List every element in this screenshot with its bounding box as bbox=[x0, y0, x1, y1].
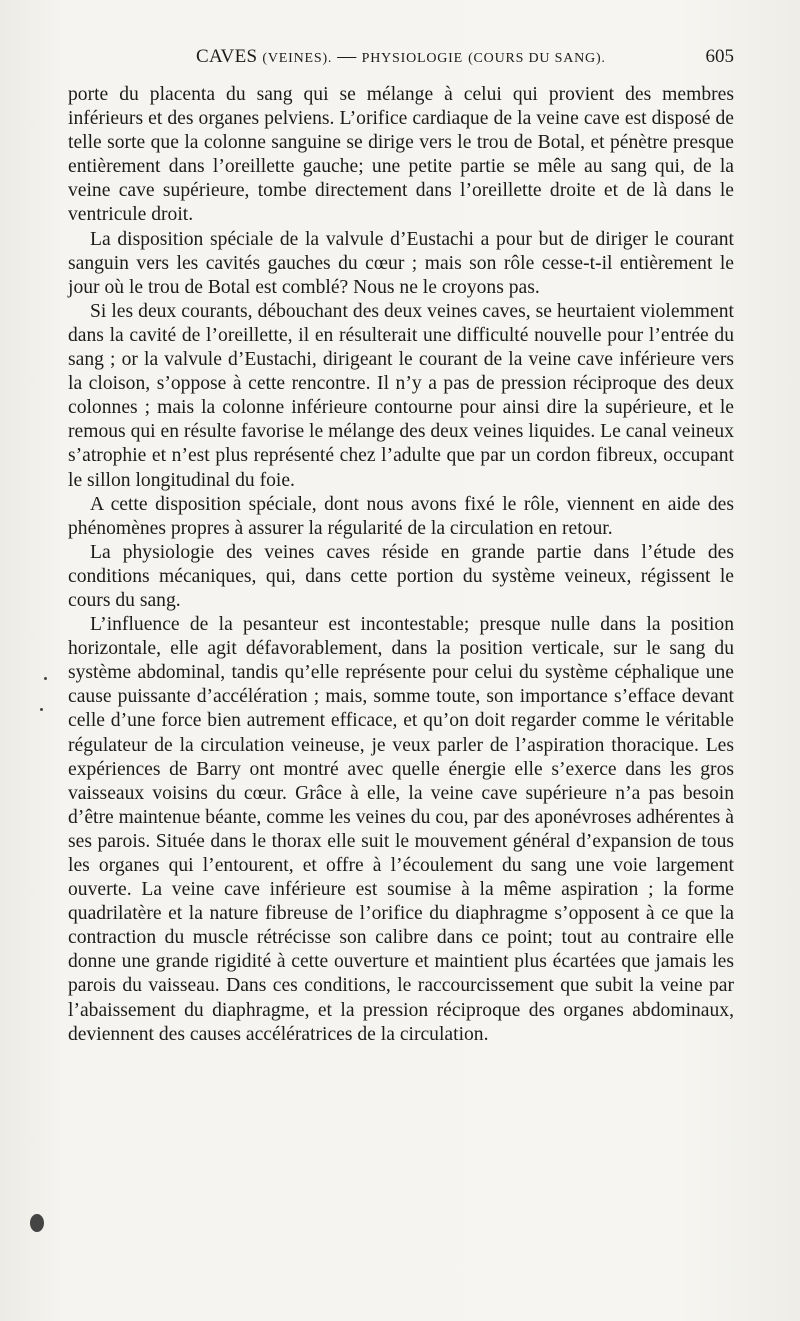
page-body bbox=[68, 83, 734, 1047]
running-title bbox=[196, 46, 606, 68]
running-title-main: CAVES bbox=[196, 46, 258, 67]
running-title-sub3: (COURS DU SANG). bbox=[468, 51, 606, 66]
paragraph-5: La physiologie des veines caves réside en grande partie dans l’étude des conditions mécaniques, qui, dans cette portion du système veineux, régissent le cours du sang. bbox=[68, 541, 734, 611]
page-number: 605 bbox=[705, 46, 734, 67]
running-title-dash: — bbox=[337, 46, 357, 67]
paragraph-3: Si les deux courants, débouchant des deux veines caves, se heurtaient violemment dans la cavité de l’oreillette, il en résulterait une difficulté nouvelle pour l’entrée du sang ; or la valvule d’Eustachi, dirigeant le courant de la veine cave inférieure vers la cloison, s’oppose à cette rencontre. Il n’y a pas de pression réciproque des deux colonnes ; mais la colonne inférieure contourne pour ainsi dire la supérieure, et le remous qui en résulte favorise le mélange des deux veines liquides. Le canal veineux s’atrophie et n’est plus représenté chez l’adulte que par un cordon fibreux, occupant le sillon longitudinal du foie. bbox=[68, 300, 734, 491]
margin-speck bbox=[40, 708, 43, 711]
paragraph-1: porte du placenta du sang qui se mélange à celui qui provient des membres inférieurs et des organes pelviens. L’orifice cardiaque de la veine cave est disposé de telle sorte que la colonne sanguine se dirige vers le trou de Botal, et pénètre presque entièrement dans l’oreillette gauche; une petite partie se mêle au sang qui, de la veine cave supérieure, tombe directement dans l’oreillette droite et de là dans le ventricule droit. bbox=[68, 84, 734, 226]
paragraph-2: La disposition spéciale de la valvule d’Eustachi a pour but de diriger le courant sanguin vers les cavités gauches du cœur ; mais son rôle cesse-t-il entièrement le jour où le trou de Botal est comblé? Nous ne le croyons pas. bbox=[68, 228, 734, 298]
running-title-sub1: (VEINES). bbox=[262, 51, 333, 66]
margin-speck bbox=[44, 677, 47, 680]
running-title-sub2: PHYSIOLOGIE bbox=[361, 51, 463, 66]
running-header bbox=[68, 46, 734, 74]
paragraph-6: L’influence de la pesanteur est incontestable; presque nulle dans la position horizontale, elle agit défavorablement, dans la position verticale, sur le sang du système abdominal, tandis qu’elle représente pour celui du système céphalique une cause puissante d’accélération ; mais, somme toute, son importance s’efface devant celle d’une force bien autrement efficace, et qu’on doit regarder comme le véritable régulateur de la circulation veineuse, je veux parler de l’aspiration thoracique. Les expériences de Barry ont montré avec quelle énergie elle s’exerce dans les gros vaisseaux voisins du cœur. Grâce à elle, la veine cave supérieure n’a pas besoin d’être maintenue béante, comme les veines du cou, par des aponévroses adhérentes à ses parois. Située dans le thorax elle suit le mouvement général d’expansion de tous les organes qui l’entourent, et offre à l’écoulement du sang une voie largement ouverte. La veine cave inférieure est soumise à la même aspiration ; la forme quadrilatère et la nature fibreuse de l’orifice du diaphragme s’opposent à ce que la contraction du muscle rétrécisse son calibre dans ce point; tout au contraire elle donne une grande rigidité à cette ouverture et maintient plus écartées que jamais les parois du vaisseau. Dans ces conditions, le raccourcissement que subit la veine par l’abaissement du diaphragme, et la pression réciproque des organes abdominaux, deviennent des causes accélératrices de la circulation. bbox=[68, 614, 734, 1045]
paragraph-4: A cette disposition spéciale, dont nous avons fixé le rôle, viennent en aide des phénomènes propres à assurer la régularité de la circulation en retour. bbox=[68, 493, 734, 539]
margin-ink-spot bbox=[30, 1214, 44, 1232]
